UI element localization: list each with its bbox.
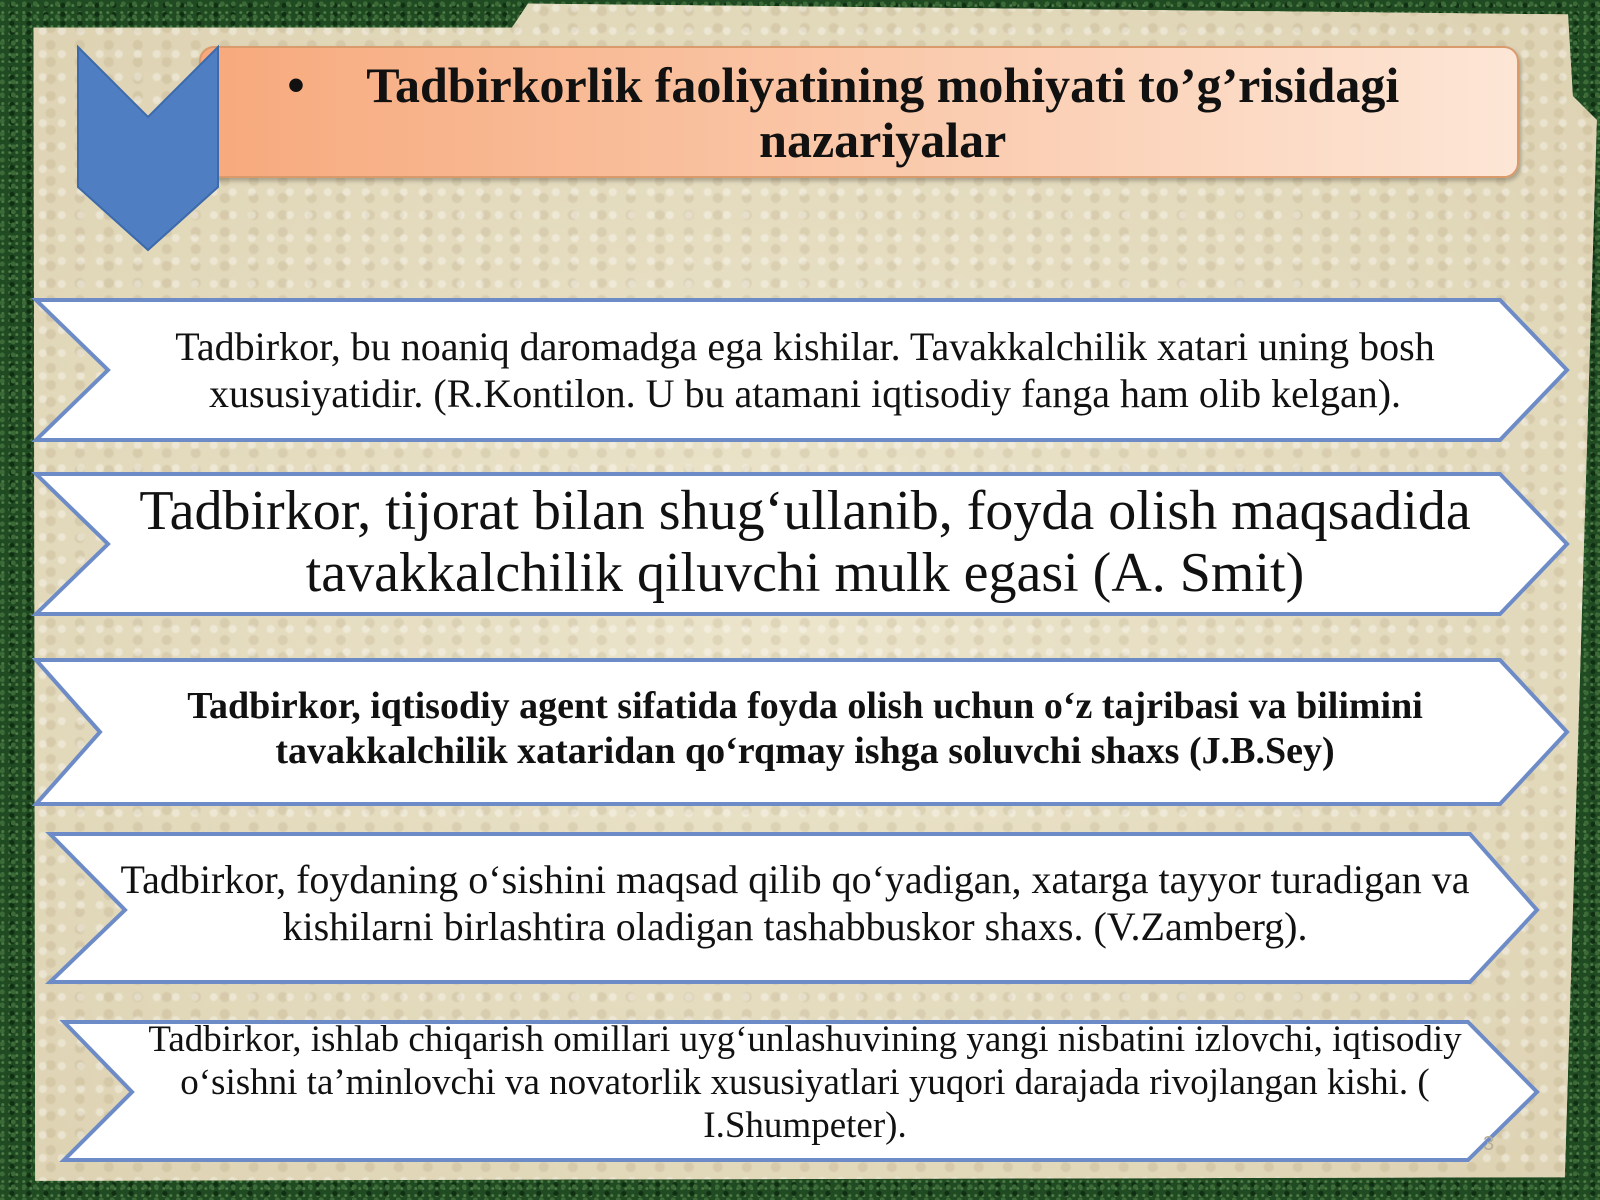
definition-kontilon: Tadbirkor, bu noaniq daromadga ega kishilar. Tavakkalchilik xatari uning bosh xususiyatidir. (R.Kontilon. U bu atamani iqtisodiy fanga ham olib kelgan). [175,324,1435,416]
title-text: Tadbirkorlik faoliyatining mohiyati to’g’risidagi nazariyalar [366,56,1400,168]
title-bullet: • [287,56,305,113]
page-number: 3 [1483,1133,1495,1155]
definition-sey: Tadbirkor, iqtisodiy agent sifatida foyda olish uchun o‘z tajribasi va bilimini tavakkalchilik xataridan qo‘rqmay ishga soluvchi shaxs (J.B.Sey) [187,685,1423,772]
chevron-down-icon [78,47,218,250]
definition-shumpeter: Tadbirkor, ishlab chiqarish omillari uyg‘unlashuvining yangi nisbatini izlovchi, iqtisodiy o‘sishni ta’minlovchi va novatorlik xususiyatlari yuqori darajada rivojlangan kishi. ( I.Shumpeter). [148,1018,1462,1146]
slide-title [220,50,1510,175]
definition-smit: Tadbirkor, tijorat bilan shug‘ullanib, foyda olish maqsadida tavakkalchilik qiluvchi mulk egasi (A. Smit) [139,480,1471,604]
definition-zamberg: Tadbirkor, foydaning o‘sishini maqsad qilib qo‘yadigan, xatarga tayyor turadigan va kishilarni birlashtira oladigan tashabbuskor shaxs. (V.Zamberg). [120,857,1470,949]
